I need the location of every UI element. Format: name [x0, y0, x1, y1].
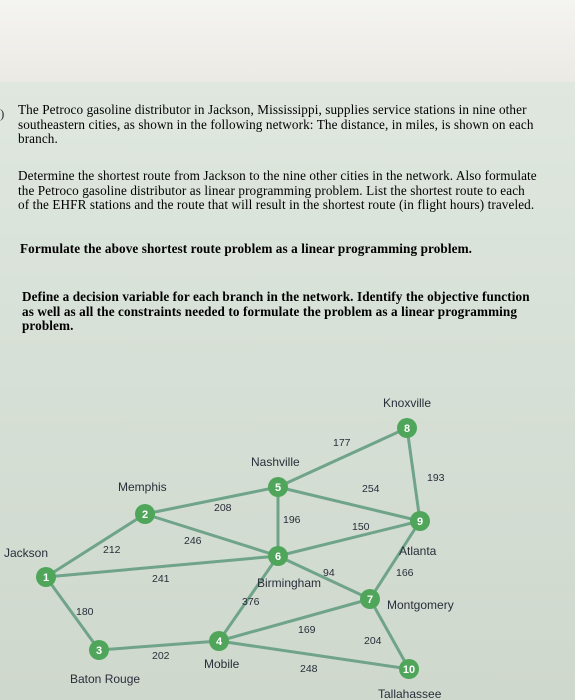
problem-statement: The Petroco gasoline distributor in Jackson, Mississippi, supplies service stations in nine other southeastern cities, as shown in the following network: The distance, in miles, is shown on each branch.: [18, 102, 534, 147]
branch-distance-2-6: 246: [184, 535, 202, 547]
branch-distance-5-8: 177: [333, 437, 351, 449]
branch-distance-4-7: 169: [298, 624, 316, 636]
city-label-1: Jackson: [4, 546, 49, 560]
branch-8-9: [407, 428, 420, 521]
node-number-1: 1: [42, 572, 50, 584]
city-label-6: Birmingham: [257, 576, 322, 590]
branch-distance-6-9: 150: [352, 521, 370, 533]
city-label-9: Atlanta: [399, 544, 437, 558]
city-label-3: Baton Rouge: [70, 672, 141, 686]
city-label-7: Montgomery: [387, 598, 454, 612]
branch-distance-6-7: 94: [323, 567, 335, 579]
node-number-10: 10: [402, 664, 416, 676]
branch-distance-8-9: 193: [427, 472, 445, 484]
branch-distance-5-6: 196: [283, 514, 301, 526]
city-label-2: Memphis: [118, 480, 167, 494]
task-description: Determine the shortest route from Jackson to the nine other cities in the network. Also formulate the Petroco gasoline distributor as linear programming problem. List the shortest route to each of the EHFR stations and the route that will result in the shortest route (in flight hours) traveled.: [18, 168, 537, 213]
branch-distance-7-9: 166: [396, 567, 414, 579]
node-number-6: 6: [274, 551, 282, 563]
branch-distance-5-9: 254: [362, 483, 380, 495]
branch-distance-1-2: 212: [103, 544, 121, 556]
node-number-9: 9: [416, 516, 424, 528]
city-label-8: Knoxville: [383, 396, 432, 410]
decision-variable-instruction: Define a decision variable for each branch in the network. Identify the objective function as well as all the constraints needed to formulate the problem as a linear programming problem.: [22, 289, 530, 334]
branch-distance-3-4: 202: [152, 650, 170, 662]
node-number-7: 7: [366, 594, 374, 606]
city-label-10: Tallahassee: [378, 687, 442, 700]
node-number-3: 3: [95, 645, 103, 657]
branch-3-4: [99, 641, 219, 650]
question-marker: ): [0, 106, 5, 121]
branch-distance-7-10: 204: [364, 635, 382, 647]
branch-distance-1-3: 180: [76, 606, 94, 618]
branch-distance-4-6: 376: [242, 596, 260, 608]
node-number-2: 2: [141, 509, 149, 521]
branch-distance-2-5: 208: [214, 502, 232, 514]
branch-2-6: [145, 514, 278, 556]
branch-distance-4-10: 248: [300, 663, 318, 675]
node-number-5: 5: [274, 482, 282, 494]
node-number-4: 4: [215, 636, 223, 648]
branch-1-2: [46, 514, 145, 577]
city-label-5: Nashville: [251, 455, 300, 469]
city-label-4: Mobile: [204, 657, 240, 671]
branch-distance-1-6: 241: [152, 573, 170, 585]
formulation-instruction: Formulate the above shortest route problem as a linear programming problem.: [20, 241, 473, 256]
node-number-8: 8: [403, 423, 411, 435]
